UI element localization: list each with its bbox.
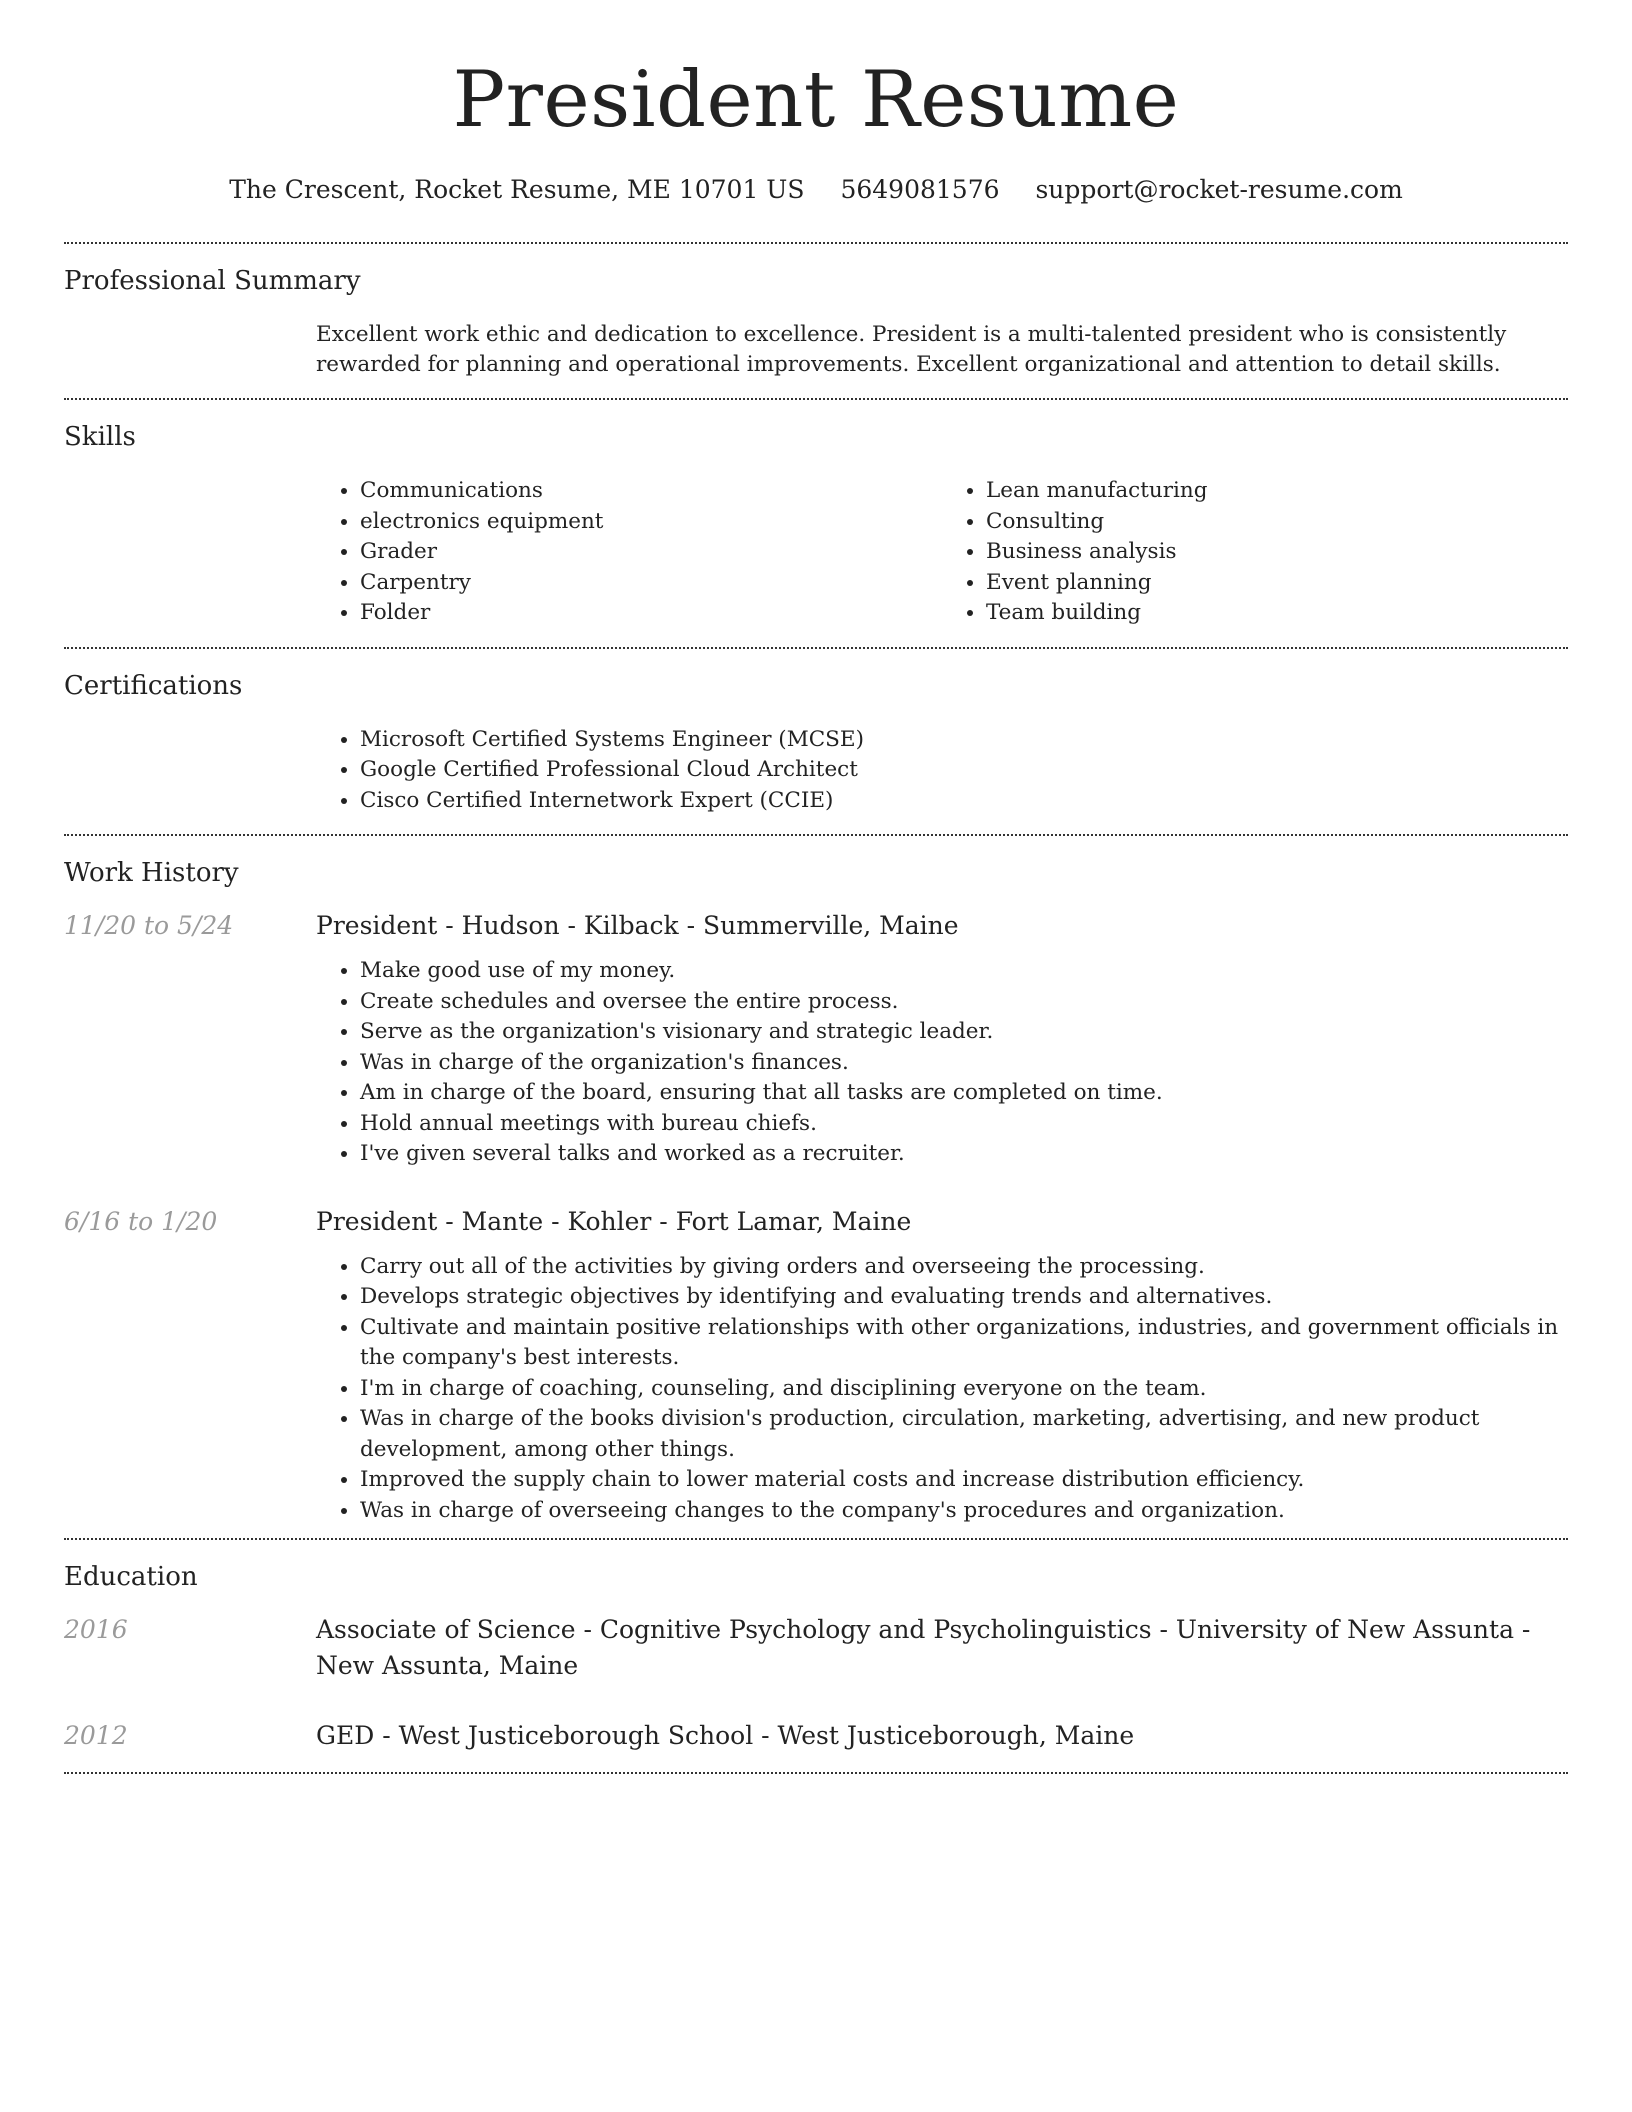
certification-item: • Microsoft Certified Systems Engineer (MCSE)	[360, 725, 1568, 756]
job-bullets	[316, 1252, 1568, 1527]
skill-item: • electronics equipment	[360, 507, 942, 538]
job-details	[316, 908, 1568, 1170]
summary-heading: Professional Summary	[64, 266, 361, 296]
summary-body	[316, 298, 1568, 398]
skill-item: • Team building	[986, 598, 1568, 629]
job-bullet: • Cultivate and maintain positive relationships with other organizations, industries, and government officials in the company's best interests.	[360, 1313, 1568, 1374]
skills-list-left	[316, 476, 942, 629]
job-bullet: • Was in charge of the books division's production, circulation, marketing, advertising, and new product development, among other things.	[360, 1404, 1568, 1465]
education-details	[316, 1718, 1568, 1754]
job-bullet: • Am in charge of the board, ensuring that all tasks are completed on time.	[360, 1078, 1568, 1109]
education-degree: Associate of Science - Cognitive Psychology and Psycholinguistics - University of New Assunta - New Assunta, Maine	[316, 1615, 1531, 1680]
skill-item: • Carpentry	[360, 568, 942, 599]
work-heading: Work History	[64, 858, 239, 888]
skills-list-right	[942, 476, 1568, 629]
job-entry	[64, 1204, 1568, 1527]
job-entry	[64, 908, 1568, 1170]
education-year: 2016	[64, 1615, 128, 1644]
job-bullet: • Make good use of my money.	[360, 956, 1568, 987]
certification-item: • Google Certified Professional Cloud Architect	[360, 755, 1568, 786]
education-heading: Education	[64, 1562, 198, 1592]
job-bullet: • Develops strategic objectives by identifying and evaluating trends and alternatives.	[360, 1282, 1568, 1313]
job-bullet: • I've given several talks and worked as a recruiter.	[360, 1139, 1568, 1170]
certifications-list	[316, 725, 1568, 817]
contact-line	[64, 174, 1568, 206]
job-dates: 11/20 to 5/24	[64, 911, 234, 940]
skills-body	[316, 454, 1568, 647]
contact-phone: 5649081576	[840, 175, 1000, 204]
job-bullet: • Hold annual meetings with bureau chiefs.	[360, 1109, 1568, 1140]
divider	[64, 1772, 1568, 1774]
job-title: President - Hudson - Kilback - Summerville, Maine	[316, 911, 959, 940]
work-body	[64, 890, 1568, 1538]
job-dates: 6/16 to 1/20	[64, 1206, 218, 1236]
contact-address: The Crescent, Rocket Resume, ME 10701 US	[229, 175, 805, 204]
certifications-body	[316, 703, 1568, 835]
certifications-section	[64, 649, 1568, 835]
education-entry	[64, 1612, 1568, 1684]
skill-item: • Lean manufacturing	[986, 476, 1568, 507]
certification-item: • Cisco Certified Internetwork Expert (CCIE)	[360, 786, 1568, 817]
education-degree: GED - West Justiceborough School - West Justiceborough, Maine	[316, 1721, 1135, 1750]
job-bullet: • I'm in charge of coaching, counseling, and disciplining everyone on the team.	[360, 1374, 1568, 1405]
skills-section	[64, 400, 1568, 647]
job-bullet: • Improved the supply chain to lower material costs and increase distribution efficiency.	[360, 1465, 1568, 1496]
skill-item: • Event planning	[986, 568, 1568, 599]
education-section	[64, 1540, 1568, 1772]
skill-item: • Grader	[360, 537, 942, 568]
job-bullets	[316, 956, 1568, 1170]
summary-section	[64, 244, 1568, 398]
job-bullet: • Carry out all of the activities by giving orders and overseeing the processing.	[360, 1252, 1568, 1283]
education-details	[316, 1612, 1568, 1684]
education-body	[64, 1594, 1568, 1772]
job-bullet: • Was in charge of overseeing changes to the company's procedures and organization.	[360, 1496, 1568, 1527]
job-bullet: • Serve as the organization's visionary and strategic leader.	[360, 1017, 1568, 1048]
skill-item: • Consulting	[986, 507, 1568, 538]
skills-heading: Skills	[64, 422, 136, 452]
resume-title: President Resume	[452, 55, 1180, 145]
certifications-heading: Certifications	[64, 670, 243, 701]
skill-item: • Communications	[360, 476, 942, 507]
job-bullet: • Was in charge of the organization's finances.	[360, 1048, 1568, 1079]
education-year: 2012	[64, 1721, 128, 1750]
job-bullet: • Create schedules and oversee the entire process.	[360, 987, 1568, 1018]
job-title: President - Mante - Kohler - Fort Lamar, Maine	[316, 1206, 912, 1236]
work-section	[64, 836, 1568, 1538]
summary-text: Excellent work ethic and dedication to excellence. President is a multi-talented president who is consistently rewarded for planning and operational improvements. Excellent organizational and attention to detail skills.	[316, 322, 1507, 377]
skill-item: • Business analysis	[986, 537, 1568, 568]
education-entry	[64, 1718, 1568, 1754]
job-details	[316, 1204, 1568, 1527]
skill-item: • Folder	[360, 598, 942, 629]
contact-email: support@rocket-resume.com	[1035, 175, 1403, 204]
